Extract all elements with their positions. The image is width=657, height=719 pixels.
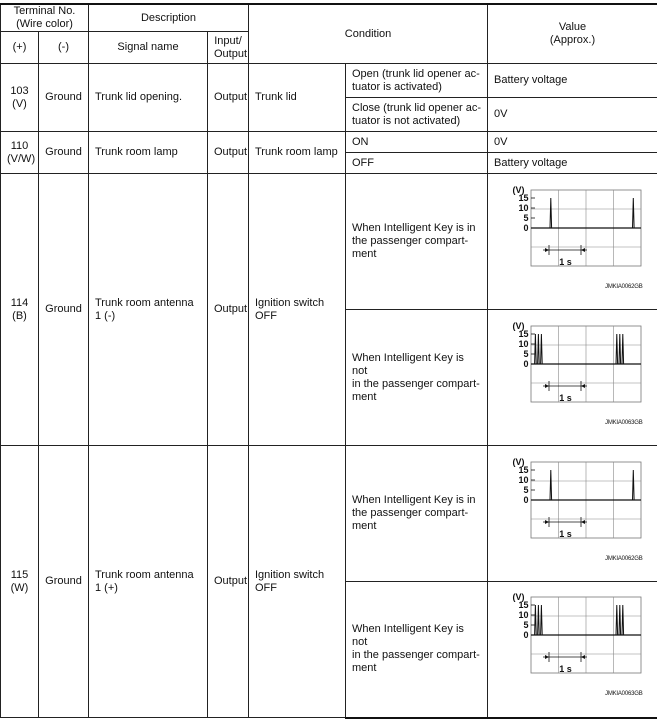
terminal-spec-table bbox=[0, 3, 657, 719]
pulse bbox=[616, 605, 618, 635]
y-tick-label: 0 bbox=[523, 630, 529, 641]
minus-header: (-) bbox=[39, 32, 89, 64]
condition-cell: OFF bbox=[346, 153, 488, 174]
pulse bbox=[534, 334, 536, 364]
terminal-cell: 110 (V/W) bbox=[1, 132, 39, 174]
waveform-graph bbox=[503, 184, 643, 296]
pulse bbox=[616, 334, 618, 364]
signal-name-header: Signal name bbox=[89, 32, 208, 64]
value-cell bbox=[488, 310, 657, 446]
time-base-label: 1 s bbox=[559, 392, 572, 403]
terminal-cell: 103 (V) bbox=[1, 64, 39, 132]
value-cell: Battery voltage bbox=[488, 153, 657, 174]
pulse bbox=[550, 198, 552, 228]
waveform-graph bbox=[503, 456, 643, 568]
pulse bbox=[619, 605, 621, 635]
y-tick-label: 0 bbox=[523, 358, 529, 369]
y-axis-ticks bbox=[531, 198, 535, 228]
y-tick-label: 15 bbox=[518, 192, 529, 203]
condition-cell: Close (trunk lid opener ac- tuator is not activated) bbox=[346, 98, 488, 132]
io-cell: Output bbox=[208, 174, 249, 446]
y-tick-label: 0 bbox=[523, 494, 529, 505]
time-base-label: 1 s bbox=[559, 664, 572, 675]
waveform-graph bbox=[503, 320, 643, 432]
pulse bbox=[540, 605, 542, 635]
y-tick-label: 15 bbox=[518, 328, 529, 339]
condition-cell: When Intelligent Key is in the passenger compart- ment bbox=[346, 446, 488, 582]
time-base-marker bbox=[543, 652, 587, 662]
y-tick-label: 5 bbox=[523, 484, 529, 495]
value-cell bbox=[488, 446, 657, 582]
y-axis-unit: (V) bbox=[512, 184, 525, 195]
time-base-marker bbox=[543, 245, 587, 255]
plus-header: (+) bbox=[1, 32, 39, 64]
ground-cell: Ground bbox=[39, 132, 89, 174]
io-cell: Output bbox=[208, 446, 249, 718]
y-tick-label: 0 bbox=[523, 222, 529, 233]
value-cell: 0V bbox=[488, 132, 657, 153]
figure-code: JMKIA0062GB bbox=[605, 283, 643, 290]
pulse bbox=[632, 198, 634, 228]
condition-header: Condition bbox=[249, 4, 488, 64]
signal-name-cell: Trunk room lamp bbox=[89, 132, 208, 174]
y-tick-label: 5 bbox=[523, 620, 529, 631]
ground-cell: Ground bbox=[39, 174, 89, 446]
y-axis-unit: (V) bbox=[512, 320, 525, 331]
figure-code: JMKIA0063GB bbox=[605, 691, 643, 698]
pulse bbox=[537, 334, 539, 364]
terminal-cell: 114 (B) bbox=[1, 174, 39, 446]
pulse bbox=[550, 470, 552, 500]
condition-cell: When Intelligent Key is not in the passenger compart- ment bbox=[346, 310, 488, 446]
value-cell bbox=[488, 582, 657, 718]
ground-cell: Ground bbox=[39, 64, 89, 132]
description-header: Description bbox=[89, 4, 249, 32]
time-base-label: 1 s bbox=[559, 528, 572, 539]
signal-name-cell: Trunk room antenna 1 (-) bbox=[89, 174, 208, 446]
pulse bbox=[619, 334, 621, 364]
figure-code: JMKIA0062GB bbox=[605, 555, 643, 562]
condition-group-cell: Trunk lid bbox=[249, 64, 346, 132]
io-cell: Output bbox=[208, 132, 249, 174]
condition-cell: Open (trunk lid opener ac- tuator is activated) bbox=[346, 64, 488, 98]
condition-cell: When Intelligent Key is in the passenger compart- ment bbox=[346, 174, 488, 310]
condition-group-cell: Trunk room lamp bbox=[249, 132, 346, 174]
y-tick-label: 5 bbox=[523, 348, 529, 359]
input-output-header: Input/ Output bbox=[208, 32, 249, 64]
terminal-no-header: Terminal No. (Wire color) bbox=[1, 4, 89, 32]
signal-name-cell: Trunk lid opening. bbox=[89, 64, 208, 132]
value-cell: 0V bbox=[488, 98, 657, 132]
y-tick-label: 10 bbox=[518, 202, 529, 213]
y-tick-label: 10 bbox=[518, 474, 529, 485]
condition-group-cell: Ignition switch OFF bbox=[249, 446, 346, 718]
y-tick-label: 10 bbox=[518, 338, 529, 349]
pulse bbox=[622, 334, 624, 364]
pulse bbox=[540, 334, 542, 364]
y-tick-label: 15 bbox=[518, 464, 529, 475]
condition-cell: ON bbox=[346, 132, 488, 153]
waveform-graph bbox=[503, 591, 643, 703]
time-base-marker bbox=[543, 517, 587, 527]
condition-cell: When Intelligent Key is not in the passenger compart- ment bbox=[346, 582, 488, 718]
io-cell: Output bbox=[208, 64, 249, 132]
value-cell bbox=[488, 174, 657, 310]
value-header: Value (Approx.) bbox=[488, 4, 657, 64]
pulse bbox=[632, 470, 634, 500]
time-base-label: 1 s bbox=[559, 256, 572, 267]
time-base-marker bbox=[543, 381, 587, 391]
signal-name-cell: Trunk room antenna 1 (+) bbox=[89, 446, 208, 718]
pulse bbox=[537, 605, 539, 635]
ground-cell: Ground bbox=[39, 446, 89, 718]
y-axis-ticks bbox=[531, 470, 535, 500]
y-tick-label: 10 bbox=[518, 610, 529, 621]
pulse bbox=[622, 605, 624, 635]
y-tick-label: 15 bbox=[518, 600, 529, 611]
figure-code: JMKIA0063GB bbox=[605, 419, 643, 426]
condition-group-cell: Ignition switch OFF bbox=[249, 174, 346, 446]
pulse bbox=[534, 605, 536, 635]
y-axis-unit: (V) bbox=[512, 592, 525, 603]
y-tick-label: 5 bbox=[523, 212, 529, 223]
y-axis-unit: (V) bbox=[512, 456, 525, 467]
terminal-cell: 115 (W) bbox=[1, 446, 39, 718]
value-cell: Battery voltage bbox=[488, 64, 657, 98]
